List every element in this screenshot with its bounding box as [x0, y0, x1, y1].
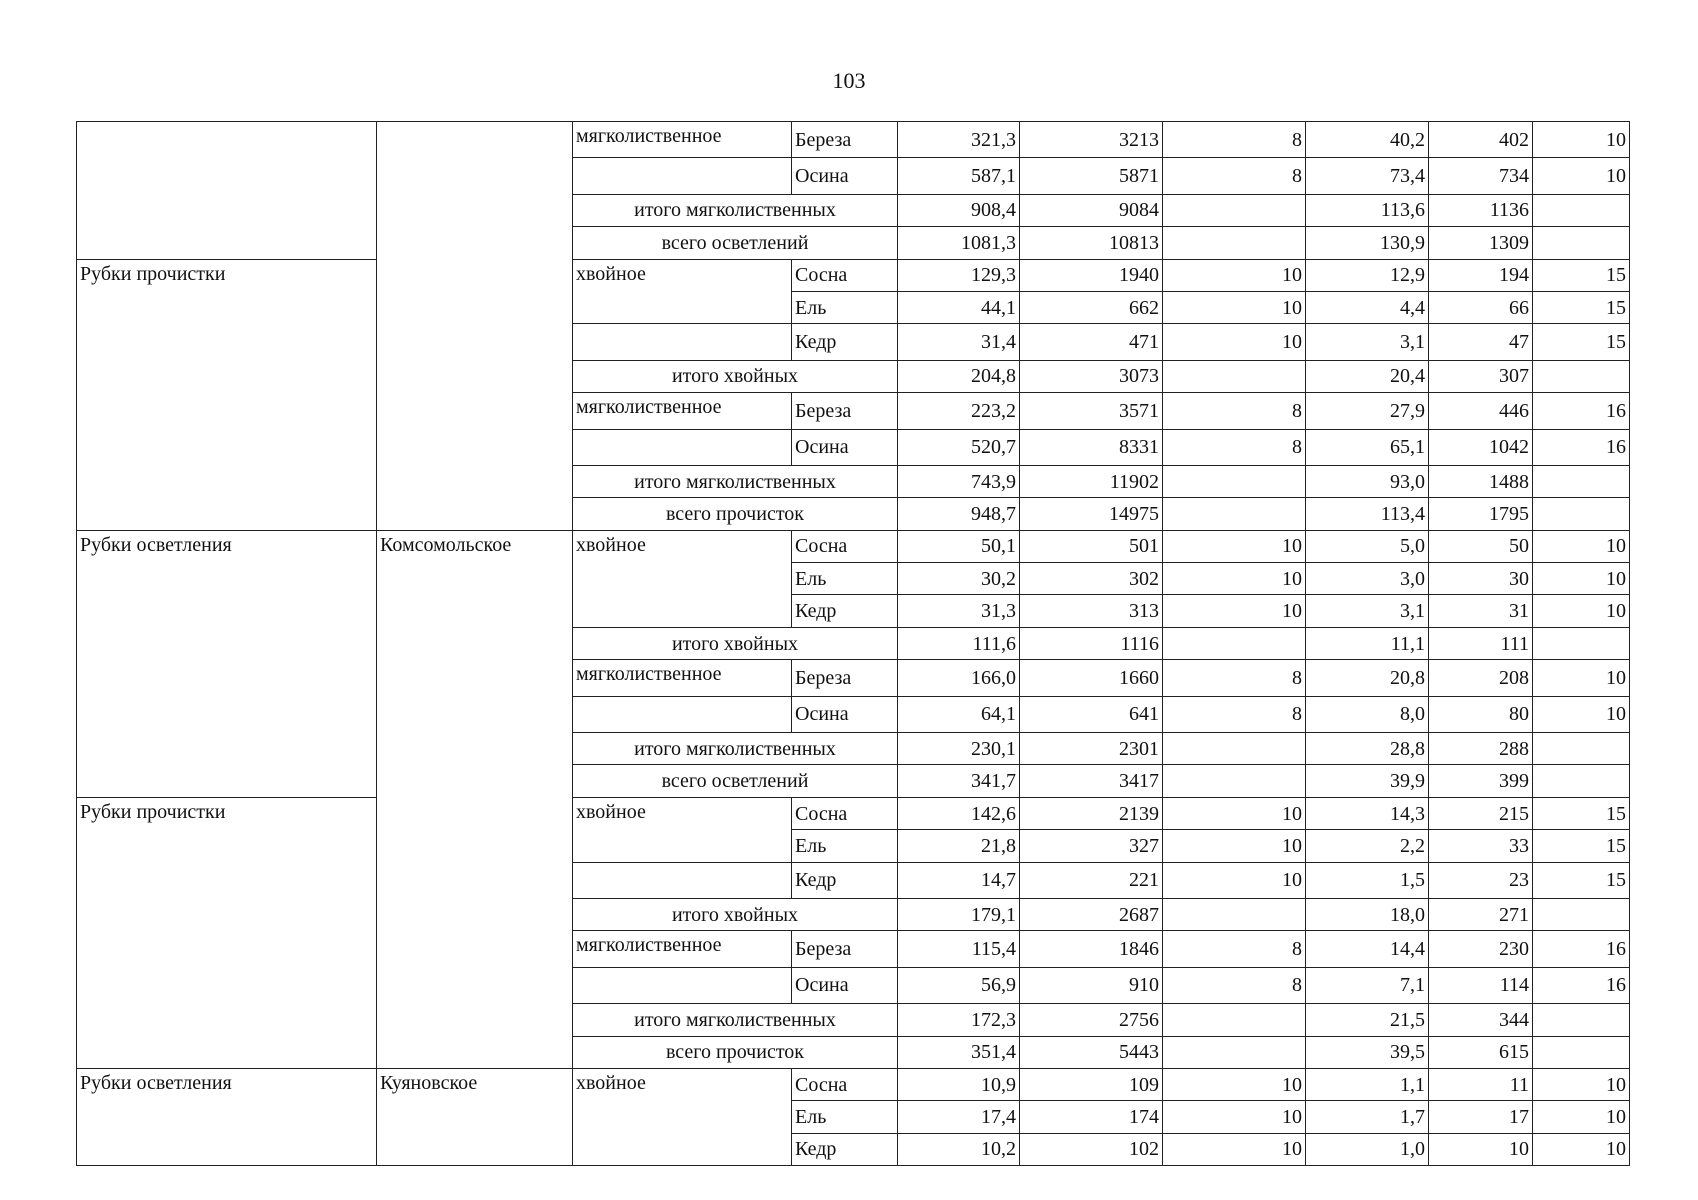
species-cell: Ель [792, 830, 898, 862]
table-row [77, 1068, 1630, 1100]
value-cell: 302 [1020, 563, 1163, 595]
value-cell: 10 [1533, 158, 1630, 194]
value-cell: 3,1 [1306, 595, 1429, 627]
table-row [77, 530, 1630, 562]
species-cell: Кедр [792, 862, 898, 898]
total-label-cell: итого хвойных [573, 898, 898, 930]
value-cell: 21,5 [1306, 1004, 1429, 1036]
total-label-cell: всего осветлений [573, 765, 898, 797]
value-cell: 50,1 [898, 530, 1020, 562]
value-cell: 7,1 [1306, 967, 1429, 1003]
table-row [77, 797, 1630, 829]
value-cell: 221 [1020, 862, 1163, 898]
value-cell: 1309 [1429, 227, 1533, 259]
value-cell: 23 [1429, 862, 1533, 898]
species-group-cell: мягколиственное [573, 393, 792, 429]
total-label-cell: итого хвойных [573, 627, 898, 659]
value-cell [1163, 360, 1306, 392]
species-cell: Ель [792, 291, 898, 323]
value-cell: 327 [1020, 830, 1163, 862]
value-cell: 64,1 [898, 696, 1020, 732]
value-cell [1533, 498, 1630, 530]
value-cell: 10,2 [898, 1133, 1020, 1165]
species-cell: Береза [792, 660, 898, 696]
species-cell: Кедр [792, 595, 898, 627]
value-cell: 2687 [1020, 898, 1163, 930]
value-cell: 10 [1163, 324, 1306, 360]
value-cell: 111,6 [898, 627, 1020, 659]
value-cell: 15 [1533, 830, 1630, 862]
value-cell: 520,7 [898, 429, 1020, 465]
value-cell: 10 [1163, 259, 1306, 291]
value-cell: 2139 [1020, 797, 1163, 829]
species-cell: Осина [792, 967, 898, 1003]
value-cell: 321,3 [898, 122, 1020, 158]
species-group-cell [573, 696, 792, 732]
value-cell: 111 [1429, 627, 1533, 659]
work-type-cell: Рубки осветления [77, 1068, 377, 1165]
value-cell [1163, 733, 1306, 765]
value-cell: 10 [1533, 530, 1630, 562]
species-group-cell [573, 429, 792, 465]
value-cell: 130,9 [1306, 227, 1429, 259]
value-cell: 3417 [1020, 765, 1163, 797]
value-cell: 1940 [1020, 259, 1163, 291]
value-cell: 179,1 [898, 898, 1020, 930]
value-cell: 223,2 [898, 393, 1020, 429]
value-cell: 8 [1163, 660, 1306, 696]
value-cell: 10 [1163, 563, 1306, 595]
value-cell: 44,1 [898, 291, 1020, 323]
forest-cuttings-table [76, 121, 1630, 1166]
value-cell [1163, 465, 1306, 497]
species-cell: Сосна [792, 1068, 898, 1100]
species-group-cell [573, 324, 792, 360]
value-cell: 313 [1020, 595, 1163, 627]
value-cell: 11,1 [1306, 627, 1429, 659]
value-cell [1533, 194, 1630, 226]
value-cell [1533, 898, 1630, 930]
value-cell [1533, 765, 1630, 797]
species-group-cell: хвойное [573, 797, 792, 862]
value-cell: 10813 [1020, 227, 1163, 259]
value-cell: 501 [1020, 530, 1163, 562]
value-cell: 10 [1429, 1133, 1533, 1165]
value-cell: 65,1 [1306, 429, 1429, 465]
value-cell: 8 [1163, 931, 1306, 967]
value-cell: 166,0 [898, 660, 1020, 696]
value-cell: 31 [1429, 595, 1533, 627]
value-cell [1533, 227, 1630, 259]
value-cell: 113,4 [1306, 498, 1429, 530]
value-cell: 115,4 [898, 931, 1020, 967]
value-cell: 10 [1533, 696, 1630, 732]
page-number: 103 [832, 68, 866, 93]
work-type-cell: Рубки прочистки [77, 797, 377, 1068]
value-cell: 39,5 [1306, 1036, 1429, 1068]
value-cell: 16 [1533, 393, 1630, 429]
value-cell: 12,9 [1306, 259, 1429, 291]
value-cell: 16 [1533, 429, 1630, 465]
species-cell: Береза [792, 393, 898, 429]
value-cell: 15 [1533, 259, 1630, 291]
value-cell: 31,3 [898, 595, 1020, 627]
value-cell: 11902 [1020, 465, 1163, 497]
value-cell: 662 [1020, 291, 1163, 323]
value-cell: 174 [1020, 1101, 1163, 1133]
value-cell: 30,2 [898, 563, 1020, 595]
value-cell: 1,5 [1306, 862, 1429, 898]
value-cell: 1660 [1020, 660, 1163, 696]
value-cell: 1488 [1429, 465, 1533, 497]
value-cell: 2756 [1020, 1004, 1163, 1036]
value-cell: 56,9 [898, 967, 1020, 1003]
forestry-cell: Куяновское [377, 1068, 573, 1165]
value-cell: 8 [1163, 967, 1306, 1003]
value-cell: 27,9 [1306, 393, 1429, 429]
forestry-cell [377, 122, 573, 531]
value-cell: 15 [1533, 862, 1630, 898]
value-cell: 20,8 [1306, 660, 1429, 696]
total-label-cell: итого мягколиственных [573, 1004, 898, 1036]
species-group-cell [573, 158, 792, 194]
value-cell: 17 [1429, 1101, 1533, 1133]
value-cell: 129,3 [898, 259, 1020, 291]
value-cell: 3571 [1020, 393, 1163, 429]
value-cell: 14,3 [1306, 797, 1429, 829]
total-label-cell: всего осветлений [573, 227, 898, 259]
value-cell: 8 [1163, 158, 1306, 194]
value-cell: 33 [1429, 830, 1533, 862]
value-cell: 208 [1429, 660, 1533, 696]
value-cell [1163, 498, 1306, 530]
value-cell: 446 [1429, 393, 1533, 429]
value-cell: 288 [1429, 733, 1533, 765]
value-cell: 10 [1163, 830, 1306, 862]
value-cell: 66 [1429, 291, 1533, 323]
value-cell: 172,3 [898, 1004, 1020, 1036]
value-cell: 18,0 [1306, 898, 1429, 930]
table-body [77, 122, 1630, 1166]
value-cell: 14,4 [1306, 931, 1429, 967]
value-cell: 80 [1429, 696, 1533, 732]
value-cell: 109 [1020, 1068, 1163, 1100]
value-cell: 5,0 [1306, 530, 1429, 562]
value-cell: 21,8 [898, 830, 1020, 862]
value-cell [1163, 1036, 1306, 1068]
value-cell: 1795 [1429, 498, 1533, 530]
species-group-cell [573, 862, 792, 898]
value-cell: 230 [1429, 931, 1533, 967]
value-cell: 39,9 [1306, 765, 1429, 797]
value-cell: 9084 [1020, 194, 1163, 226]
value-cell: 8 [1163, 429, 1306, 465]
species-cell: Ель [792, 563, 898, 595]
value-cell: 73,4 [1306, 158, 1429, 194]
value-cell: 10,9 [898, 1068, 1020, 1100]
value-cell: 10 [1163, 530, 1306, 562]
species-cell: Осина [792, 158, 898, 194]
value-cell: 2,2 [1306, 830, 1429, 862]
value-cell: 910 [1020, 967, 1163, 1003]
value-cell: 743,9 [898, 465, 1020, 497]
forestry-cell: Комсомольское [377, 530, 573, 1068]
value-cell: 1,7 [1306, 1101, 1429, 1133]
value-cell: 16 [1533, 931, 1630, 967]
value-cell: 10 [1533, 1101, 1630, 1133]
species-group-cell: мягколиственное [573, 660, 792, 696]
value-cell: 3,0 [1306, 563, 1429, 595]
value-cell: 8 [1163, 122, 1306, 158]
value-cell: 15 [1533, 324, 1630, 360]
value-cell: 15 [1533, 291, 1630, 323]
value-cell: 641 [1020, 696, 1163, 732]
species-cell: Ель [792, 1101, 898, 1133]
value-cell: 10 [1533, 1133, 1630, 1165]
species-group-cell: хвойное [573, 1068, 792, 1165]
value-cell: 31,4 [898, 324, 1020, 360]
value-cell: 2301 [1020, 733, 1163, 765]
table-row [77, 259, 1630, 291]
value-cell [1533, 733, 1630, 765]
value-cell: 271 [1429, 898, 1533, 930]
species-group-cell: мягколиственное [573, 122, 792, 158]
value-cell: 204,8 [898, 360, 1020, 392]
value-cell: 1116 [1020, 627, 1163, 659]
value-cell [1533, 627, 1630, 659]
value-cell: 10 [1163, 1068, 1306, 1100]
value-cell: 28,8 [1306, 733, 1429, 765]
value-cell: 10 [1533, 660, 1630, 696]
value-cell: 10 [1163, 595, 1306, 627]
value-cell: 471 [1020, 324, 1163, 360]
value-cell: 8 [1163, 696, 1306, 732]
value-cell: 3073 [1020, 360, 1163, 392]
species-group-cell [573, 967, 792, 1003]
total-label-cell: итого мягколиственных [573, 194, 898, 226]
species-cell: Береза [792, 931, 898, 967]
species-cell: Сосна [792, 797, 898, 829]
value-cell: 399 [1429, 765, 1533, 797]
value-cell: 5443 [1020, 1036, 1163, 1068]
value-cell: 14,7 [898, 862, 1020, 898]
value-cell: 4,4 [1306, 291, 1429, 323]
value-cell: 10 [1163, 291, 1306, 323]
value-cell [1533, 1004, 1630, 1036]
table-row [77, 122, 1630, 158]
species-group-cell: хвойное [573, 259, 792, 324]
value-cell: 351,4 [898, 1036, 1020, 1068]
value-cell [1163, 898, 1306, 930]
value-cell: 114 [1429, 967, 1533, 1003]
value-cell: 20,4 [1306, 360, 1429, 392]
value-cell: 215 [1429, 797, 1533, 829]
value-cell: 10 [1533, 1068, 1630, 1100]
value-cell: 734 [1429, 158, 1533, 194]
work-type-cell: Рубки осветления [77, 530, 377, 797]
value-cell: 1136 [1429, 194, 1533, 226]
value-cell: 8,0 [1306, 696, 1429, 732]
value-cell: 11 [1429, 1068, 1533, 1100]
total-label-cell: итого хвойных [573, 360, 898, 392]
value-cell: 10 [1533, 122, 1630, 158]
value-cell: 15 [1533, 797, 1630, 829]
species-cell: Осина [792, 429, 898, 465]
value-cell [1163, 627, 1306, 659]
value-cell: 344 [1429, 1004, 1533, 1036]
value-cell: 40,2 [1306, 122, 1429, 158]
value-cell: 50 [1429, 530, 1533, 562]
value-cell: 948,7 [898, 498, 1020, 530]
value-cell [1533, 360, 1630, 392]
species-cell: Кедр [792, 324, 898, 360]
value-cell: 142,6 [898, 797, 1020, 829]
species-group-cell: хвойное [573, 530, 792, 627]
species-cell: Береза [792, 122, 898, 158]
value-cell: 93,0 [1306, 465, 1429, 497]
total-label-cell: всего прочисток [573, 1036, 898, 1068]
species-group-cell: мягколиственное [573, 931, 792, 967]
value-cell: 113,6 [1306, 194, 1429, 226]
value-cell: 341,7 [898, 765, 1020, 797]
work-type-cell: Рубки прочистки [77, 259, 377, 530]
value-cell: 10 [1163, 1101, 1306, 1133]
value-cell: 14975 [1020, 498, 1163, 530]
value-cell: 587,1 [898, 158, 1020, 194]
value-cell: 230,1 [898, 733, 1020, 765]
value-cell: 5871 [1020, 158, 1163, 194]
value-cell: 16 [1533, 967, 1630, 1003]
value-cell: 1,0 [1306, 1133, 1429, 1165]
value-cell: 402 [1429, 122, 1533, 158]
value-cell: 8 [1163, 393, 1306, 429]
species-cell: Сосна [792, 530, 898, 562]
value-cell [1533, 465, 1630, 497]
value-cell [1163, 765, 1306, 797]
value-cell: 615 [1429, 1036, 1533, 1068]
value-cell: 47 [1429, 324, 1533, 360]
value-cell: 1081,3 [898, 227, 1020, 259]
value-cell: 17,4 [898, 1101, 1020, 1133]
value-cell: 102 [1020, 1133, 1163, 1165]
value-cell: 10 [1163, 862, 1306, 898]
value-cell: 3,1 [1306, 324, 1429, 360]
species-cell: Осина [792, 696, 898, 732]
value-cell: 1846 [1020, 931, 1163, 967]
total-label-cell: итого мягколиственных [573, 733, 898, 765]
value-cell: 1,1 [1306, 1068, 1429, 1100]
species-cell: Кедр [792, 1133, 898, 1165]
value-cell: 194 [1429, 259, 1533, 291]
value-cell: 3213 [1020, 122, 1163, 158]
value-cell: 10 [1163, 1133, 1306, 1165]
value-cell: 1042 [1429, 429, 1533, 465]
value-cell [1163, 1004, 1306, 1036]
value-cell: 908,4 [898, 194, 1020, 226]
value-cell: 10 [1163, 797, 1306, 829]
species-cell: Сосна [792, 259, 898, 291]
value-cell: 10 [1533, 595, 1630, 627]
value-cell [1163, 227, 1306, 259]
value-cell: 307 [1429, 360, 1533, 392]
total-label-cell: всего прочисток [573, 498, 898, 530]
value-cell: 30 [1429, 563, 1533, 595]
total-label-cell: итого мягколиственных [573, 465, 898, 497]
value-cell: 8331 [1020, 429, 1163, 465]
value-cell [1533, 1036, 1630, 1068]
value-cell: 10 [1533, 563, 1630, 595]
value-cell [1163, 194, 1306, 226]
work-type-cell [77, 122, 377, 260]
